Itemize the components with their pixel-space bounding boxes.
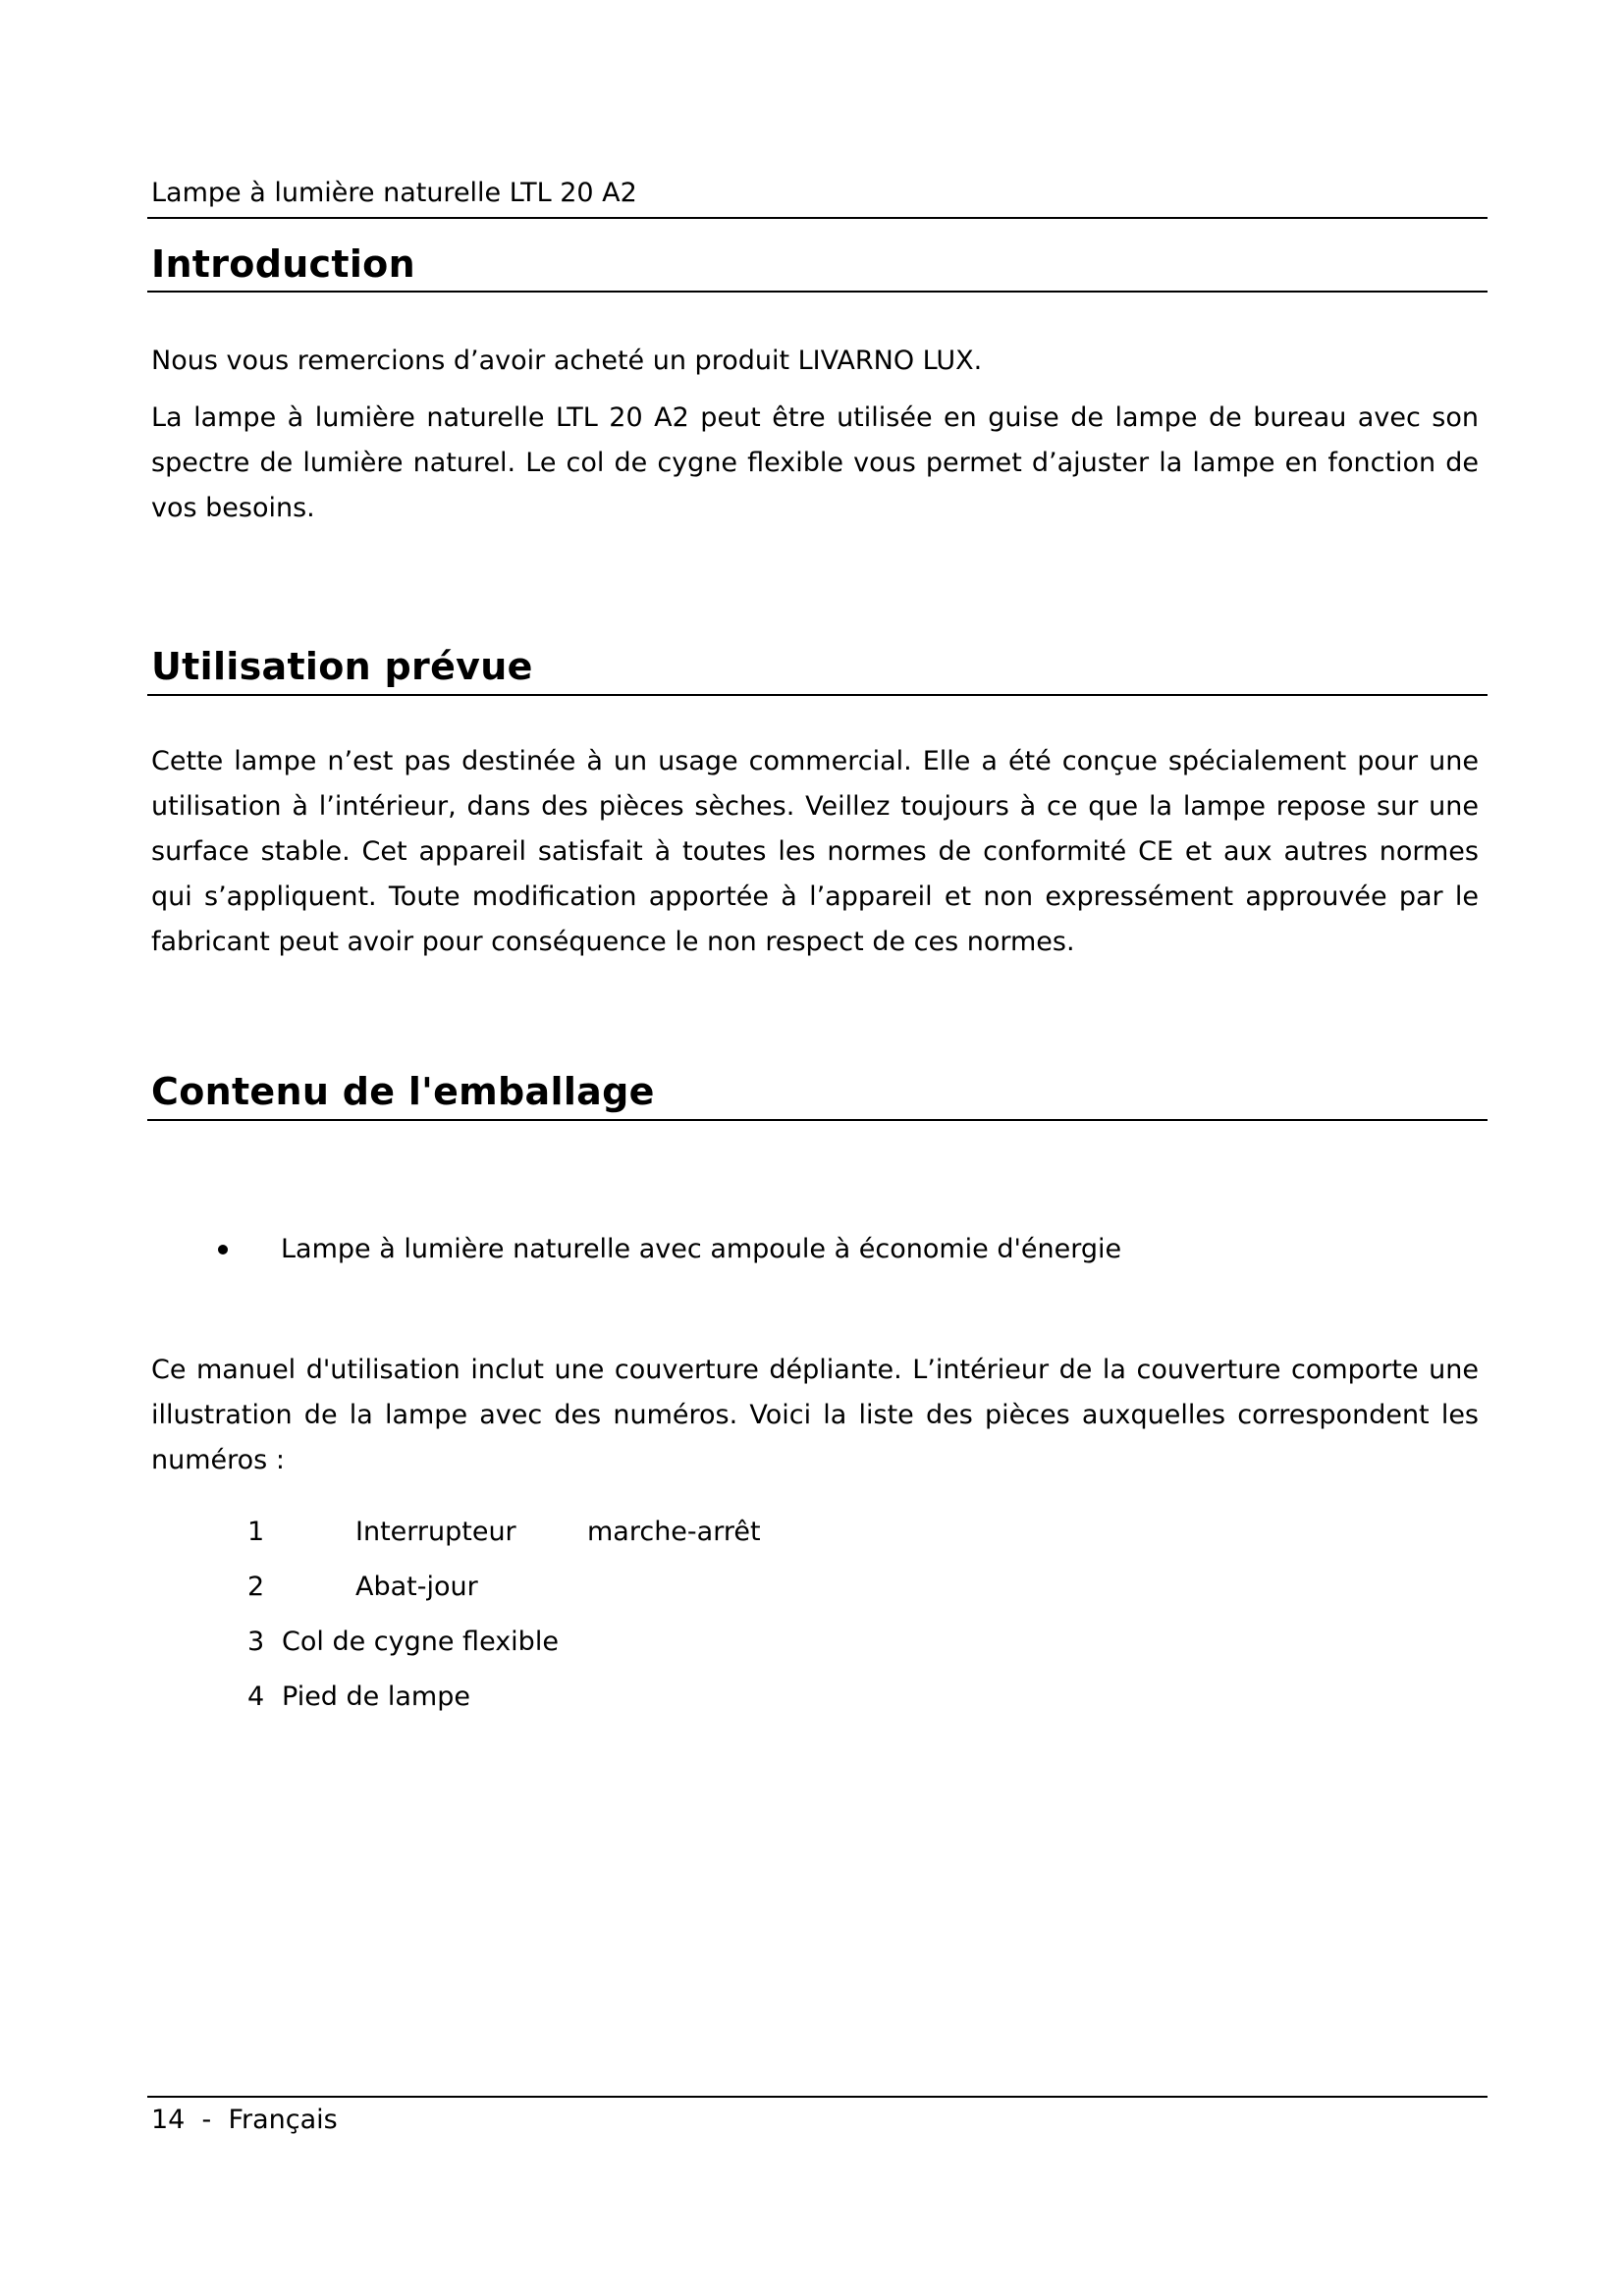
part-label: Pied de lampe: [282, 1682, 470, 1712]
section-title-contents: Contenu de l'emballage: [151, 1070, 655, 1113]
section-rule-usage: [147, 694, 1488, 696]
section-rule-introduction: [147, 291, 1488, 293]
part-label: Abat-jour: [355, 1572, 478, 1602]
section-rule-contents: [147, 1119, 1488, 1121]
footer-rule: [147, 2096, 1488, 2098]
part-label: Interrupteur: [355, 1517, 516, 1547]
part-number: 2: [247, 1572, 265, 1602]
page-number: 14: [151, 2105, 186, 2135]
footer-separator: -: [201, 2105, 212, 2135]
part-label: Col de cygne flexible: [282, 1627, 559, 1657]
part-number: 3: [247, 1627, 265, 1657]
part-number: 4: [247, 1682, 265, 1712]
running-header: Lampe à lumière naturelle LTL 20 A2: [151, 178, 637, 208]
part-number: 1: [247, 1517, 265, 1547]
page-footer: [151, 2102, 338, 2139]
intro-paragraph-2: La lampe à lumière naturelle LTL 20 A2 peut être utilisée en guise de lampe de bureau avec son spectre de lumière naturel. Le col de cygne flexible vous permet d’ajuster la lampe en fonction de vos besoins.: [151, 402, 1479, 523]
footer-language: Français: [228, 2105, 338, 2135]
contents-bullet-text: Lampe à lumière naturelle avec ampoule à économie d'énergie: [281, 1234, 1122, 1264]
header-rule: [147, 217, 1488, 219]
section-title-usage: Utilisation prévue: [151, 645, 533, 688]
section-title-introduction: Introduction: [151, 242, 415, 286]
usage-paragraph: Cette lampe n’est pas destinée à un usage commercial. Elle a été conçue spécialement pour une utilisation à l’intérieur, dans des pièces sèches. Veillez toujours à ce que la lampe repose sur une surface stable. Cet appareil satisfait à toutes les normes de conformité CE et aux autres normes qui s’appliquent. Toute modification apportée à l’appareil et non expressément approuvée par le fabricant peut avoir pour conséquence le non respect de ces normes.: [151, 746, 1479, 957]
bullet-icon: [218, 1245, 228, 1255]
part-label-continued: marche-arrêt: [587, 1517, 761, 1547]
contents-bullet-item: [214, 1230, 1121, 1269]
intro-paragraph-1: Nous vous remercions d’avoir acheté un produit LIVARNO LUX.: [151, 346, 983, 376]
contents-paragraph: Ce manuel d'utilisation inclut une couverture dépliante. L’intérieur de la couverture comporte une illustration de la lampe avec des numéros. Voici la liste des pièces auxquelles correspondent les numéros :: [151, 1355, 1479, 1475]
